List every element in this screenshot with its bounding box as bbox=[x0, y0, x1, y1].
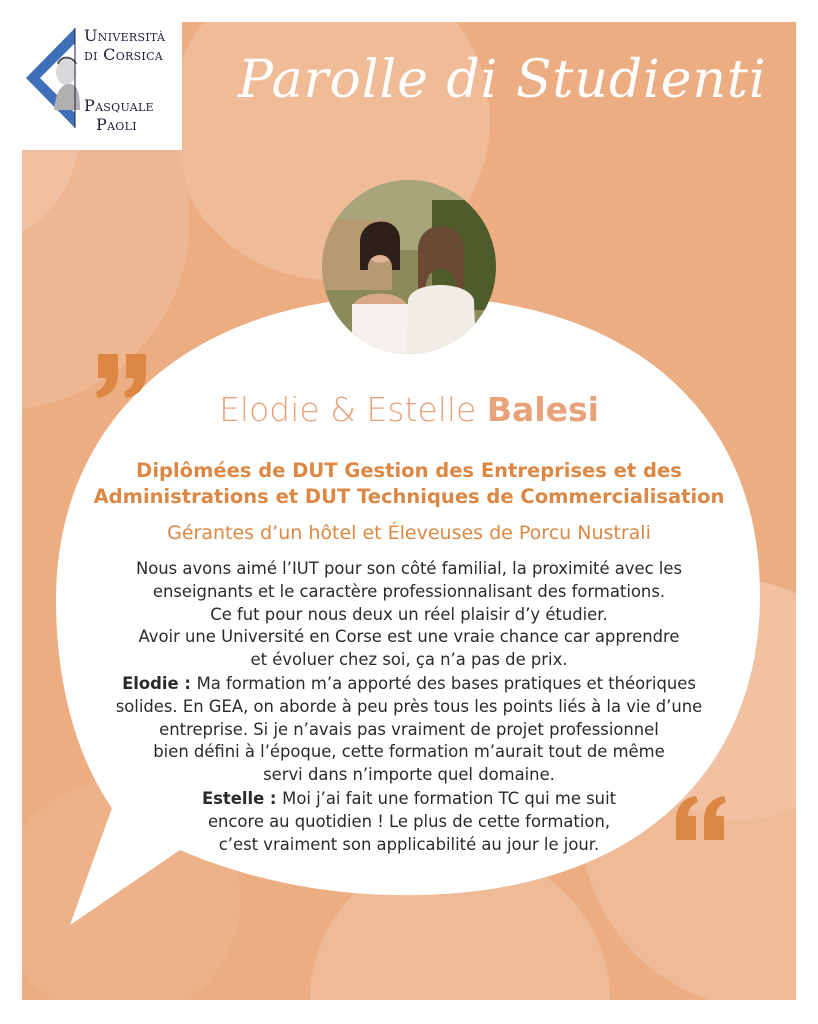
testimonial-paragraph-estelle bbox=[80, 788, 738, 856]
paragraph-1-line: Nous avons aimé l’IUT pour son côté familial, la proximité avec les bbox=[135, 559, 682, 578]
two-women-portrait bbox=[322, 180, 496, 354]
logo-line-4: Paoli bbox=[96, 115, 137, 134]
testimonial-paragraph-elodie bbox=[80, 673, 738, 787]
paragraph-2-line: solides. En GEA, on aborde à peu près tous les points liés à la vie d’une bbox=[115, 696, 703, 716]
student-names bbox=[0, 390, 818, 429]
degree-line-2: Administrations et DUT Techniques de Commercialisation bbox=[93, 485, 725, 508]
page-title: Parolle di Studienti bbox=[238, 50, 767, 110]
paragraph-3-first-text: Moi j’ai fait une formation TC qui me suit bbox=[282, 789, 617, 808]
logo-line-1: Università bbox=[84, 26, 166, 45]
degree-title bbox=[60, 458, 758, 510]
last-name: Balesi bbox=[486, 390, 599, 429]
portrait-photo bbox=[322, 180, 496, 354]
logo-line-2: di Corsica bbox=[84, 45, 164, 64]
paragraph-2-line: bien défini à l’époque, cette formation m’aurait tout de même bbox=[153, 742, 665, 762]
testimonial-paragraph-1 bbox=[80, 558, 738, 672]
paragraph-1-line: Avoir une Université en Corse est une vraie chance car apprendre bbox=[138, 627, 680, 647]
paragraph-2-line: servi dans n’importe quel domaine. bbox=[263, 765, 555, 785]
paragraph-2-first-line bbox=[80, 673, 738, 696]
paragraph-1-line: enseignants et le caractère professionnalisant des formations. bbox=[152, 581, 666, 601]
paragraph-1-line: Ce fut pour nous deux un réel plaisir d’y étudier. bbox=[210, 604, 608, 624]
paragraph-3-first-line bbox=[80, 788, 738, 811]
paragraph-1-line: et évoluer chez soi, ça n’a pas de prix. bbox=[250, 650, 568, 670]
job-title: Gérantes d’un hôtel et Éleveuses de Porcu Nustrali bbox=[167, 522, 651, 544]
paragraph-3-line: c’est vraiment son applicabilité au jour le jour. bbox=[218, 834, 600, 854]
university-logo bbox=[0, 0, 182, 150]
paragraph-3-line: encore au quotidien ! Le plus de cette formation, bbox=[207, 811, 611, 831]
logo-line-3: Pasquale bbox=[84, 96, 154, 115]
paragraph-2-first-text: Ma formation m’a apporté des bases pratiques et théoriques bbox=[196, 674, 696, 693]
paragraph-2-line: entreprise. Si je n’avais pas vraiment de projet professionnel bbox=[159, 719, 659, 739]
speaker-label-estelle: Estelle : bbox=[201, 789, 283, 808]
speaker-label-elodie: Elodie : bbox=[122, 674, 197, 693]
degree-line-1: Diplômées de DUT Gestion des Entreprises et des bbox=[136, 459, 682, 482]
portrait-diamond-logo bbox=[0, 0, 182, 150]
first-names: Elodie & Estelle bbox=[219, 390, 487, 429]
